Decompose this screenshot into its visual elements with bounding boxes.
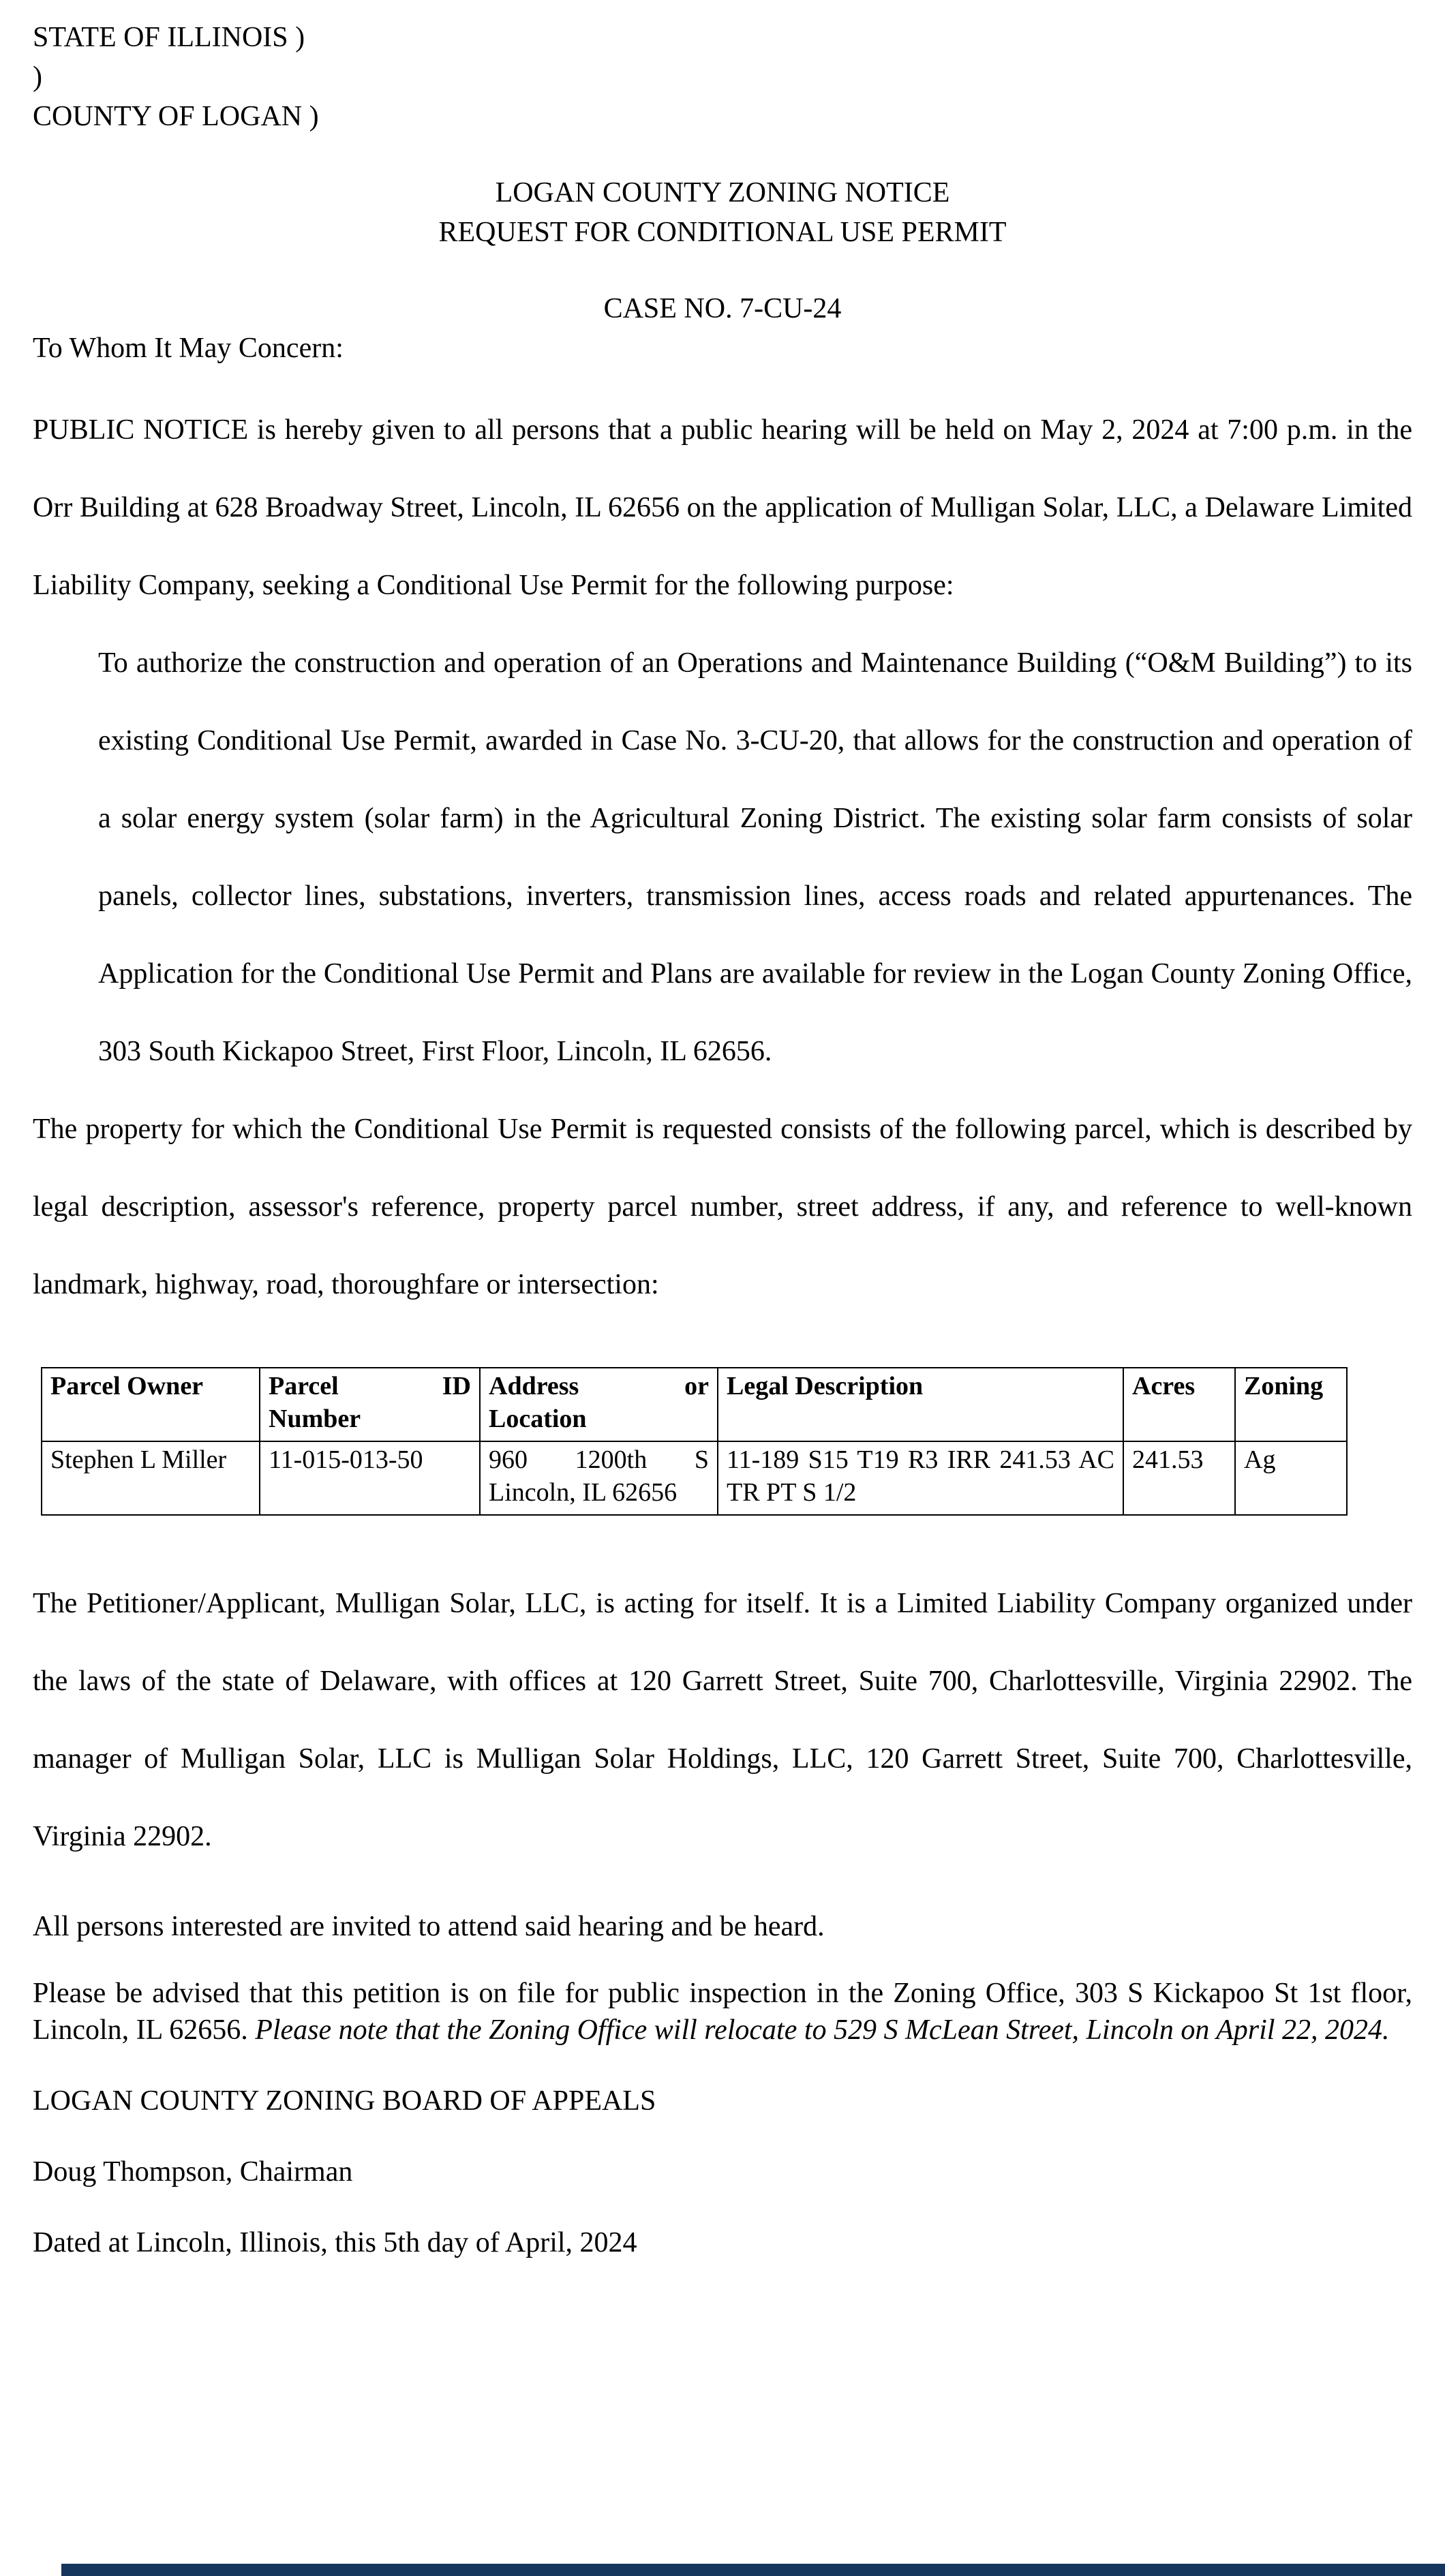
case-number: CASE NO. 7-CU-24	[603, 293, 842, 324]
paragraph-public-notice: PUBLIC NOTICE is hereby given to all persons that a public hearing will be held on May 2, 2024 at 7:00 p.m. in the Orr Building at 628 Broadway Street, Lincoln, IL 62656 on the application of Mulligan Solar, LLC, a Delaware Limited Liability Company, seeking a Conditional Use Permit for the following purpose:	[33, 414, 1412, 601]
parcel-table	[41, 1367, 1348, 1516]
table-row	[42, 1441, 1347, 1515]
paragraph-all-persons: All persons interested are invited to attend said hearing and be heard.	[33, 1911, 825, 1942]
notice-title	[33, 173, 1412, 252]
cell-zoning: Ag	[1235, 1441, 1347, 1515]
table-header-parcel-id: Parcel ID Number	[260, 1368, 480, 1441]
cell-legal: 11-189 S15 T19 R3 IRR 241.53 AC TR PT S 1/2	[718, 1441, 1123, 1515]
cell-address: 960 1200th S Lincoln, IL 62656	[480, 1441, 718, 1515]
salutation: To Whom It May Concern:	[33, 333, 344, 364]
please-advised-italic-note: Please note that the Zoning Office will relocate to 529 S McLean Street, Lincoln on April 22, 2024.	[255, 2014, 1390, 2046]
table-header-acres: Acres	[1123, 1368, 1235, 1441]
paragraph-petitioner: The Petitioner/Applicant, Mulligan Solar, LLC, is acting for itself. It is a Limited Liability Company organized under the laws of the state of Delaware, with offices at 120 Garrett Street, Suite 700, Charlottesville, Virginia 22902. The manager of Mulligan Solar, LLC is Mulligan Solar Holdings, LLC, 120 Garrett Street, Suite 700, Charlottesville, Virginia 22902.	[33, 1588, 1412, 1852]
paragraph-please-be-advised	[33, 1975, 1412, 2049]
table-header-address: Address or Location	[480, 1368, 718, 1441]
paragraph-authorize-purpose: To authorize the construction and operation of an Operations and Maintenance Building (“O&M Building”) to its existing Conditional Use Permit, awarded in Case No. 3-CU-20, that allows for the construction and operation of a solar energy system (solar farm) in the Agricultural Zoning District. The existing solar farm consists of solar panels, collector lines, substations, inverters, transmission lines, access roads and related appurtenances. The Application for the Conditional Use Permit and Plans are available for review in the Logan County Zoning Office, 303 South Kickapoo Street, First Floor, Lincoln, IL 62656.	[98, 647, 1412, 1067]
board-of-appeals-line: LOGAN COUNTY ZONING BOARD OF APPEALS	[33, 2085, 656, 2117]
table-header-zoning: Zoning	[1235, 1368, 1347, 1441]
cell-parcel-id: 11-015-013-50	[260, 1441, 480, 1515]
dated-line: Dated at Lincoln, Illinois, this 5th day of April, 2024	[33, 2227, 637, 2258]
parcel-table-section	[33, 1367, 1412, 1516]
cell-acres: 241.53	[1123, 1441, 1235, 1515]
notice-title-line-1: LOGAN COUNTY ZONING NOTICE	[495, 177, 950, 209]
venue-caption	[33, 18, 1412, 136]
notice-title-line-2: REQUEST FOR CONDITIONAL USE PERMIT	[438, 217, 1007, 248]
paragraph-property-description: The property for which the Conditional Use Permit is requested consists of the following parcel, which is described by legal description, assessor's reference, property parcel number, street address, if any, and reference to well-known landmark, highway, road, thoroughfare or intersection:	[33, 1114, 1412, 1300]
cell-parcel-owner: Stephen L Miller	[42, 1441, 260, 1515]
please-advised-normal-text: Please be advised that this petition is on file for public inspection in the Zoning Office, 303 S Kickapoo St 1st floor, Lincoln, IL 62656.	[33, 1978, 1412, 2046]
chairman-signature-line: Doug Thompson, Chairman	[33, 2156, 353, 2188]
bottom-page-edge-bar	[61, 2564, 1445, 2576]
venue-state-line: STATE OF ILLINOIS )	[33, 22, 305, 53]
venue-paren-line: )	[33, 61, 42, 93]
parcel-table-header-row	[42, 1368, 1347, 1441]
table-header-legal: Legal Description	[718, 1368, 1123, 1441]
table-header-parcel-owner: Parcel Owner	[42, 1368, 260, 1441]
venue-county-line: COUNTY OF LOGAN )	[33, 101, 319, 132]
